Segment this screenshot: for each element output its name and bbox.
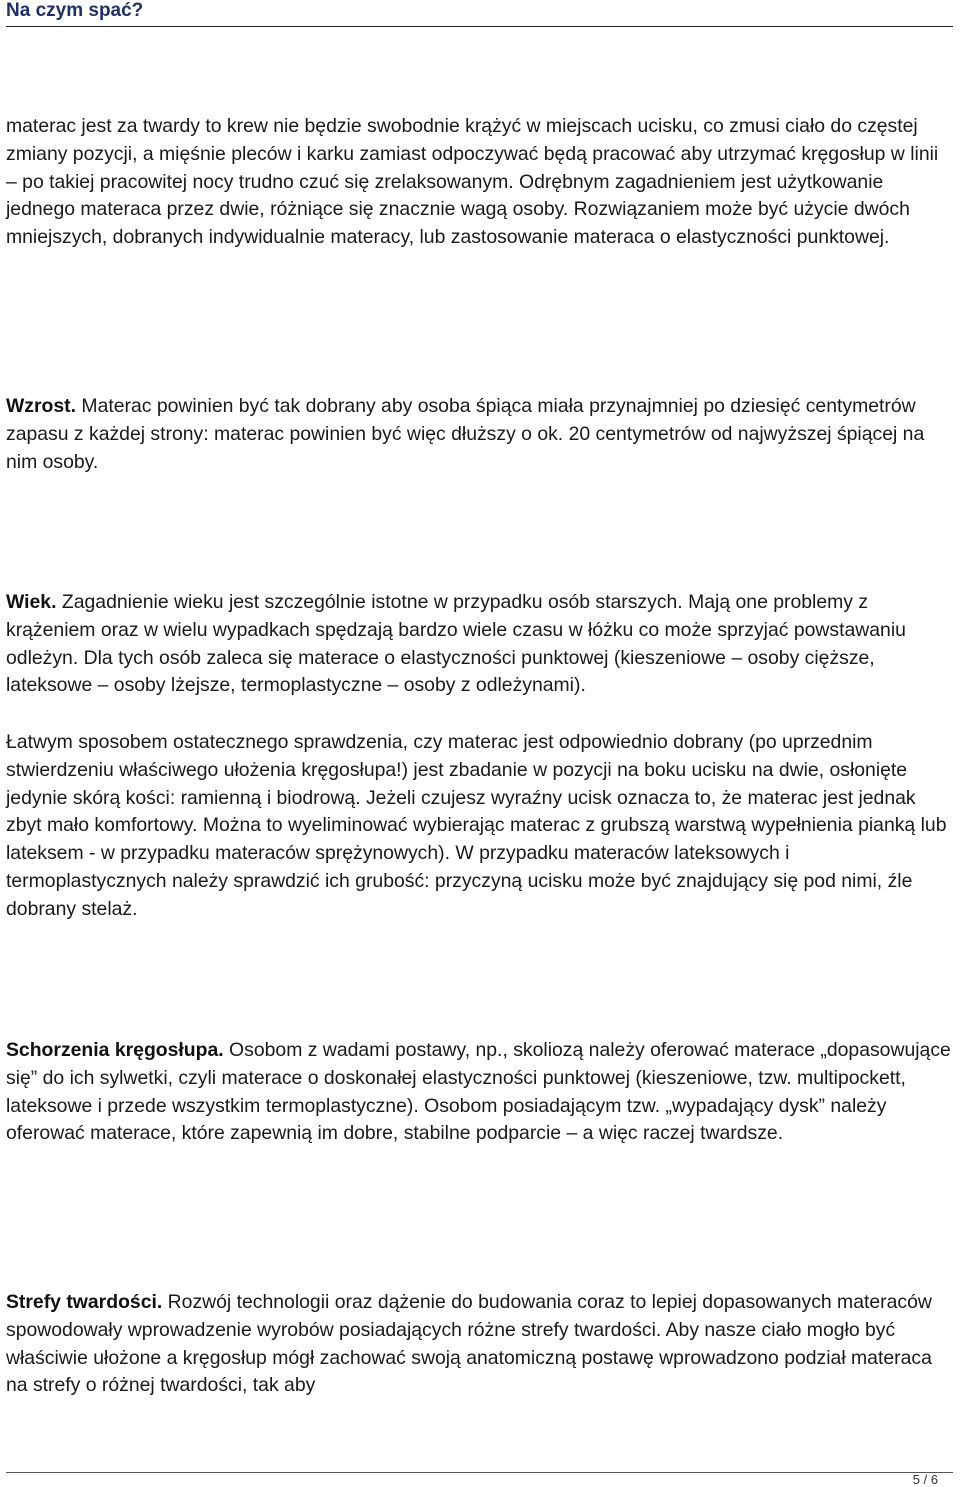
paragraph-sprawdzenie: Łatwym sposobem ostatecznego sprawdzenia, czy materac jest odpowiednio dobrany (po uprzednim stwierdzeniu właściwego ułożenia kręgosłupa!) jest zbadanie w pozycji na boku ucisku na dwie, osłonięte jedynie skórą kości: ramienną i biodrową. Jeżeli czujesz wyraźny ucisk oznacza to, że materac jest jednak zbyt mało komfortowy. Można to wyeliminować wybierając materac z grubszą warstwą wypełnienia pianką lub lateksem - w przypadku materaców sprężynowych). W przypadku materaców lateksowych i termoplastycznych należy sprawdzić ich grubość: przyczyną ucisku może być znajdujący się pod nimi, źle dobrany stelaż. [6,731,947,920]
paragraph-heading-schorzenia: Schorzenia kręgosłupa. [6,1039,224,1061]
paragraph-heading-strefy: Strefy twardości. [6,1291,163,1313]
paragraph-body-strefy: Rozwój technologii oraz dążenie do budowania coraz to lepiej dopasowanych materaców spowodowały wprowadzenie wyrobów posiadających różne strefy twardości. Aby nasze ciało mogło być właściwie ułożone a kręgosłup mógł zachować swoją anatomiczną postawę wprowadzono podział materaca na strefy o różnej twardości, tak aby [6,1291,932,1397]
paragraph-body-schorzenia: Osobom z wadami postawy, np., skoliozą należy oferować materace „dopasowujące się” do ich sylwetki, czyli materace o doskonałej elastyczności punktowej (kieszeniowe, tzw. multipockett, lateksowe i przede wszystkim termoplastyczne). Osobom posiadającym tzw. „wypadający dysk” należy oferować materace, które zapewnią im dobre, stabilne podparcie – a więc raczej twardsze. [6,1039,951,1145]
page-header-title: Na czym spać? [6,0,144,21]
paragraph-body-wiek: Zagadnienie wieku jest szczególnie istotne w przypadku osób starszych. Mają one problemy z krążeniem oraz w wielu wypadkach spędzają bardzo wiele czasu w łóżku co może sprzyjać powstawaniu odleżyn. Dla tych osób zaleca się materace o elastyczności punktowej (kieszeniowe – osoby cięższe, lateksowe – osoby lżejsze, termoplastyczne – osoby z odleżynami). [6,591,906,697]
paragraph-intro: materac jest za twardy to krew nie będzie swobodnie krążyć w miejscach ucisku, co zmusi ciało do częstej zmiany pozycji, a mięśnie pleców i karku zamiast odpoczywać będą pracować aby utrzymać kręgosłup w linii – po takiej pracowitej nocy trudno czuć się zrelaksowanym. Odrębnym zagadnieniem jest użytkowanie jednego materaca przez dwie, różniące się znacznie wagą osoby. Rozwiązaniem może być użycie dwóch mniejszych, dobranych indywidualnie materacy, lub zastosowanie materaca o elastyczności punktowej. [6,115,939,249]
header-divider [6,26,953,27]
paragraph-heading-wiek: Wiek. [6,591,57,613]
paragraph-wzrost [6,393,951,476]
paragraph-schorzenia [6,1037,951,1148]
paragraph-strefy [6,1289,951,1400]
paragraph-wiek [6,589,951,700]
page-number: 5 / 6 [912,1472,938,1487]
paragraph-body-wzrost: Materac powinien być tak dobrany aby osoba śpiąca miała przynajmniej po dziesięć centymetrów zapasu z każdej strony: materac powinien być więc dłuższy o ok. 20 centymetrów od najwyższej śpiącej na nim osoby. [6,395,925,473]
paragraph-heading-wzrost: Wzrost. [6,395,77,417]
footer-divider [6,1472,953,1473]
